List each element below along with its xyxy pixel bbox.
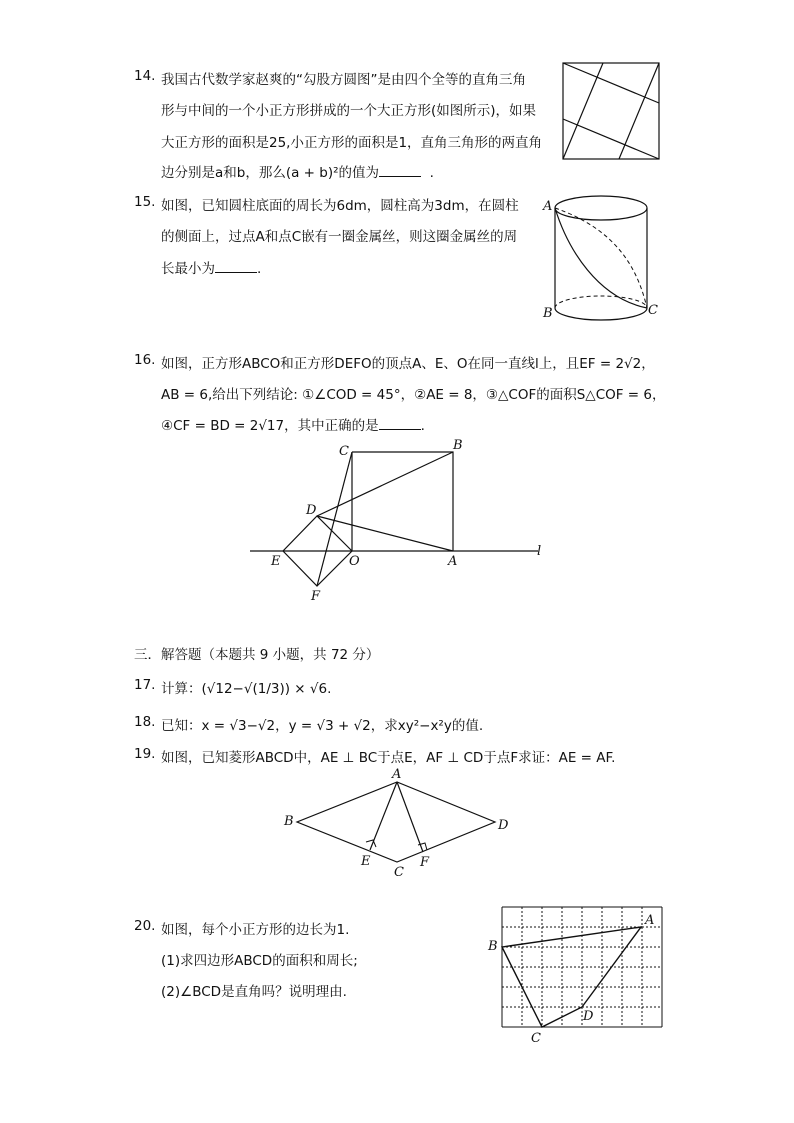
rhombus-figure <box>280 765 520 880</box>
period: . <box>257 261 262 277</box>
two-squares-figure <box>250 436 550 606</box>
label-c: C <box>531 1031 541 1046</box>
label-c: C <box>394 865 404 880</box>
label-f: F <box>420 855 430 870</box>
cylinder-figure <box>538 190 663 325</box>
label-c: C <box>648 303 658 318</box>
label-b: B <box>488 939 498 954</box>
label-d: D <box>306 503 317 518</box>
label-a: A <box>392 767 402 782</box>
question-number: 15. <box>134 194 156 210</box>
label-b: B <box>284 814 294 829</box>
period: . <box>429 165 434 181</box>
question-text-line: 如图，每个小正方形的边长为1. <box>161 922 350 938</box>
question-number: 18. <box>134 714 156 730</box>
question-number: 16. <box>134 352 156 368</box>
question-text-line <box>161 414 425 434</box>
label-c: C <box>339 444 349 459</box>
question-text-line: (1)求四边形ABCD的面积和周长; <box>161 953 358 969</box>
question-number: 17. <box>134 677 156 693</box>
section-heading: 三．解答题（本题共 9 小题，共 72 分） <box>134 647 380 663</box>
question-text: ④CF = BD = 2√17，其中正确的是 <box>161 418 379 434</box>
pythagorean-square-figure <box>561 61 661 161</box>
question-text: 已知：x = √3−√2，y = √3 + √2，求xy²−x²y的值. <box>161 718 484 734</box>
label-a: A <box>645 913 655 928</box>
question-text-line: 形与中间的一个小正方形拼成的一个大正方形(如图所示)，如果 <box>161 103 537 119</box>
question-number: 20. <box>134 918 156 934</box>
question-number: 14. <box>134 68 156 84</box>
question-text-line <box>161 257 261 277</box>
question-text: 长最小为 <box>161 261 215 277</box>
grid-lines <box>502 907 662 1027</box>
label-l: l <box>537 544 542 559</box>
grid-quadrilateral-figure <box>485 900 670 1048</box>
answer-blank <box>215 271 257 273</box>
label-f: F <box>311 589 321 604</box>
question-text: 计算：(√12−√(1/3)) × √6. <box>161 681 332 697</box>
answer-blank <box>379 175 421 177</box>
label-e: E <box>271 554 281 569</box>
question-text-line: 的侧面上，过点A和点C嵌有一圈金属丝，则这圈金属丝的周 <box>161 229 518 245</box>
question-text-line: 如图，正方形ABCO和正方形DEFO的顶点A、E、O在同一直线l上，且EF = 2√2， <box>161 356 655 372</box>
question-text-line: AB = 6,给出下列结论: ①∠COD = 45°，②AE = 8，③△COF的面积S△COF = 6， <box>161 387 666 403</box>
label-d: D <box>498 818 509 833</box>
question-text-line: (2)∠BCD是直角吗？说明理由. <box>161 984 347 1000</box>
label-o: O <box>349 554 360 569</box>
question-text: 如图，已知菱形ABCD中，AE ⊥ BC于点E，AF ⊥ CD于点F求证：AE = AF. <box>161 750 616 766</box>
question-text-line: 我国古代数学家赵爽的“勾股方圆图”是由四个全等的直角三角 <box>161 72 526 88</box>
question-text-line <box>161 161 434 181</box>
answer-blank <box>379 428 421 430</box>
label-b: B <box>543 306 553 321</box>
label-a: A <box>543 199 553 214</box>
question-text-line: 大正方形的面积是25,小正方形的面积是1，直角三角形的两直角 <box>161 135 543 151</box>
question-number: 19. <box>134 746 156 762</box>
label-a: A <box>448 554 458 569</box>
label-d: D <box>583 1009 594 1024</box>
question-text: 边分别是a和b，那么(a + b)²的值为 <box>161 165 380 181</box>
question-text-line: 如图，已知圆柱底面的周长为6dm，圆柱高为3dm，在圆柱 <box>161 198 519 214</box>
label-e: E <box>361 854 371 869</box>
label-b: B <box>453 438 463 453</box>
period: . <box>420 418 425 434</box>
